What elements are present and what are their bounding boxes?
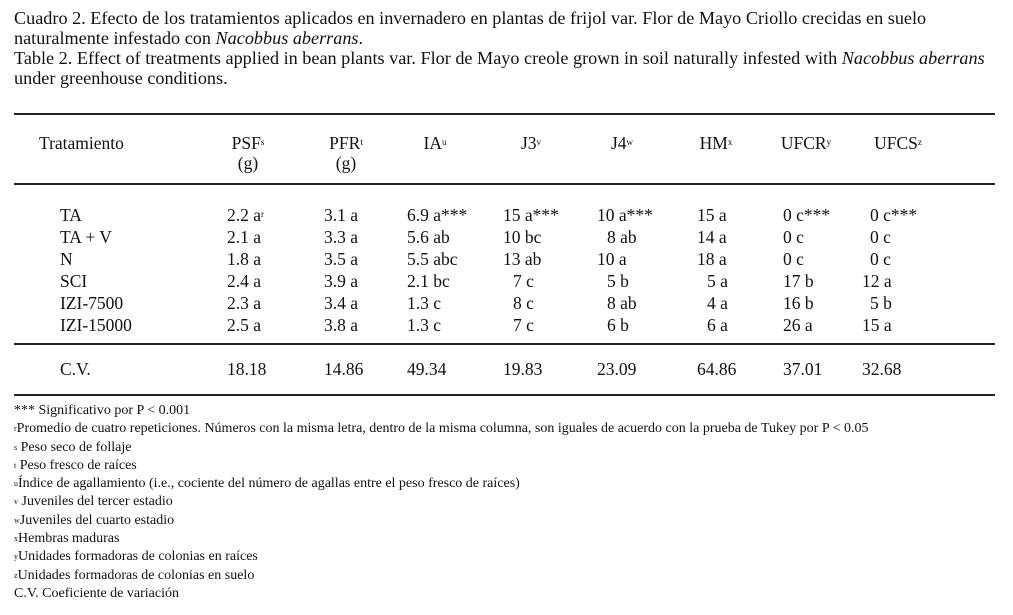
header-unit: (g) [237, 153, 259, 173]
footnote-text: *** Significativo por P < 0.001 [14, 403, 191, 418]
footnote-5 [14, 475, 869, 493]
footnote-1 [14, 402, 869, 420]
table-row-3-hm: 18 a [697, 249, 727, 269]
footnote-4 [14, 457, 869, 475]
cv-row-ia: 49.34 [407, 359, 447, 379]
column-header-ufcs [838, 133, 958, 153]
table-row-3-j4: 10 a [597, 249, 627, 269]
cv-row-ufcr: 37.01 [783, 359, 823, 379]
table-row-3-ufcr: 0 c [783, 249, 804, 269]
header-label: HM [699, 133, 728, 153]
table-row-5-psf: 2.3 a [227, 293, 262, 313]
footnote-10 [14, 567, 869, 585]
table-row-1-ufcr: 0 c*** [783, 205, 831, 225]
cv-row-hm: 64.86 [697, 359, 737, 379]
footnote-8 [14, 530, 869, 548]
footnote-text: Juveniles del tercer estadio [18, 494, 173, 510]
cv-row-j3: 19.83 [503, 359, 543, 379]
table-row-6-ia: 1.3 c [407, 315, 442, 335]
table-row-4-ia: 2.1 bc [407, 271, 450, 291]
table-row-5-ufcr: 16 b [783, 293, 814, 313]
header-label: UFCR [780, 133, 827, 153]
footnote-mark: y [14, 552, 18, 562]
table-row-6-j3: 7 c [513, 315, 534, 335]
table-row-2-ia: 5.6 ab [407, 227, 450, 247]
footnote-2 [14, 420, 869, 438]
header-label: PFR [329, 133, 361, 153]
footnote-text: Peso fresco de raíces [16, 457, 137, 473]
table-top-rule [14, 113, 995, 115]
footnote-text: Unidades formadoras de colonias en raíces [18, 549, 258, 565]
caption-es-species: Nacobbus aberrans [215, 28, 359, 48]
footnote-mark: z [14, 570, 18, 580]
footnote-mark: w [14, 515, 20, 525]
table-row-3-ufcs: 0 c [870, 249, 891, 269]
caption-english [14, 48, 1004, 88]
table-footnotes [14, 402, 869, 603]
table-row-6-psf: 2.5 a [227, 315, 262, 335]
footnote-text: Peso seco de follaje [17, 439, 132, 455]
footnote-text: Juveniles del cuarto estadio [19, 512, 175, 528]
table-row-6-j4: 6 b [607, 315, 629, 335]
table-row-1-j3: 15 a*** [503, 205, 559, 225]
header-footnote-mark: t [360, 137, 363, 147]
table-row-2-j3: 10 bc [503, 227, 542, 247]
table-row-1-psf: 2.2 $a^r$ [227, 205, 265, 225]
table-row-4-t: SCI [60, 271, 88, 291]
caption-es-text: Cuadro 2. Efecto de los tratamientos aplicados en invernadero en plantas de frijol var. Flor de Mayo Criollo crecidas en suelo naturalmente infestado con [14, 8, 927, 48]
cv-row-j4: 23.09 [597, 359, 637, 379]
header-footnote-mark: x [727, 137, 733, 147]
header-footnote-mark: w [626, 137, 634, 147]
table-row-2-hm: 14 a [697, 227, 727, 247]
footnote-7 [14, 512, 869, 530]
table-row-1-t: TA [60, 205, 82, 225]
footnote-mark: s [14, 442, 18, 452]
table-row-5-hm: 4 a [707, 293, 728, 313]
header-footnote-mark: y [826, 137, 832, 147]
table-row-6-hm: 6 a [707, 315, 728, 335]
header-footnote-mark: v [536, 137, 542, 147]
footnote-mark: x [14, 534, 18, 544]
header-label: J4 [610, 133, 627, 153]
header-unit: (g) [335, 153, 357, 173]
caption-es-end: . [358, 28, 364, 48]
cv-row-ufcs: 32.68 [862, 359, 902, 379]
footnote-9 [14, 548, 869, 566]
table-row-2-t: TA + V [60, 227, 112, 247]
table-row-4-j4: 5 b [607, 271, 629, 291]
header-label: IA [423, 133, 442, 153]
table-row-5-ufcs: 5 b [870, 293, 892, 313]
table-row-6-t: IZI-15000 [60, 315, 132, 335]
table-row-3-psf: 1.8 a [227, 249, 262, 269]
footnote-mark: v [14, 497, 18, 507]
table-row-1-j4: 10 a*** [597, 205, 653, 225]
header-footnote-mark: u [441, 137, 447, 147]
table-row-3-ia: 5.5 abc [407, 249, 458, 269]
footnote-mark: t [14, 460, 17, 470]
footnote-text: Unidades formadoras de colonias en suelo [17, 567, 255, 583]
footnote-mark: u [14, 479, 18, 489]
table-row-6-pfr: 3.8 a [324, 315, 359, 335]
table-row-5-ia: 1.3 c [407, 293, 442, 313]
table-cv-rule [14, 343, 995, 345]
table-row-5-j3: 8 c [513, 293, 534, 313]
table-row-5-pfr: 3.4 a [324, 293, 359, 313]
table-row-2-ufcs: 0 c [870, 227, 891, 247]
table-row-1-ufcs: 0 c*** [870, 205, 918, 225]
cv-row-pfr: 14.86 [324, 359, 364, 379]
table-row-4-ufcr: 17 b [783, 271, 814, 291]
table-row-4-psf: 2.4 a [227, 271, 262, 291]
caption-en-end: under greenhouse conditions. [14, 68, 228, 88]
table-row-4-pfr: 3.9 a [324, 271, 359, 291]
table-row-4-ufcs: 12 a [862, 271, 892, 291]
table-row-3-j3: 13 ab [503, 249, 542, 269]
table-caption [14, 8, 1004, 88]
header-footnote-mark: s [260, 137, 265, 147]
table-row-1-pfr: 3.1 a [324, 205, 359, 225]
cv-row-t: C.V. [60, 359, 91, 379]
table-bottom-rule [14, 394, 995, 396]
footnote-mark: r [14, 424, 17, 434]
footnote-text: C.V. Coeficiente de variación [14, 585, 179, 601]
caption-en-text: Table 2. Effect of treatments applied in bean plants var. Flor de Mayo creole grown in soil naturally infested with [14, 48, 838, 68]
table-header-rule [14, 183, 995, 185]
header-label: Tratamiento [39, 133, 124, 153]
header-footnote-mark: z [917, 137, 922, 147]
footnote-text: Índice de agallamiento (i.e., cociente del número de agallas entre el peso fresco de raíces) [18, 476, 520, 492]
header-label: J3 [520, 133, 537, 153]
table-row-5-j4: 8 ab [607, 293, 637, 313]
table-row-5-t: IZI-7500 [60, 293, 124, 313]
caption-en-species: Nacobbus aberrans [841, 48, 985, 68]
table-row-6-ufcs: 15 a [862, 315, 892, 335]
table-row-3-t: N [60, 249, 73, 269]
column-header-tratamiento [39, 133, 124, 153]
footnote-text: Promedio de cuatro repeticiones. Números con la misma letra, dentro de la misma columna, son iguales de acuerdo con la prueba de Tukey por P < 0.05 [16, 421, 869, 437]
table-row-2-pfr: 3.3 a [324, 227, 359, 247]
table-row-1-hm: 15 a [697, 205, 727, 225]
cell-footnote-mark: r [261, 209, 265, 219]
table-row-4-hm: 5 a [707, 271, 728, 291]
footnote-6 [14, 493, 869, 511]
caption-spanish [14, 8, 1004, 48]
table-row-4-j3: 7 c [513, 271, 534, 291]
table-row-3-pfr: 3.5 a [324, 249, 359, 269]
table-row-2-j4: 8 ab [607, 227, 637, 247]
footnote-text: Hembras maduras [18, 531, 120, 547]
table-row-2-ufcr: 0 c [783, 227, 804, 247]
header-label: PSF [231, 133, 261, 153]
footnote-3 [14, 439, 869, 457]
table-row-2-psf: 2.1 a [227, 227, 262, 247]
header-label: UFCS [874, 133, 918, 153]
table-row-6-ufcr: 26 a [783, 315, 813, 335]
footnote-11 [14, 585, 869, 603]
cv-row-psf: 18.18 [227, 359, 267, 379]
table-row-1-ia: 6.9 a*** [407, 205, 468, 225]
